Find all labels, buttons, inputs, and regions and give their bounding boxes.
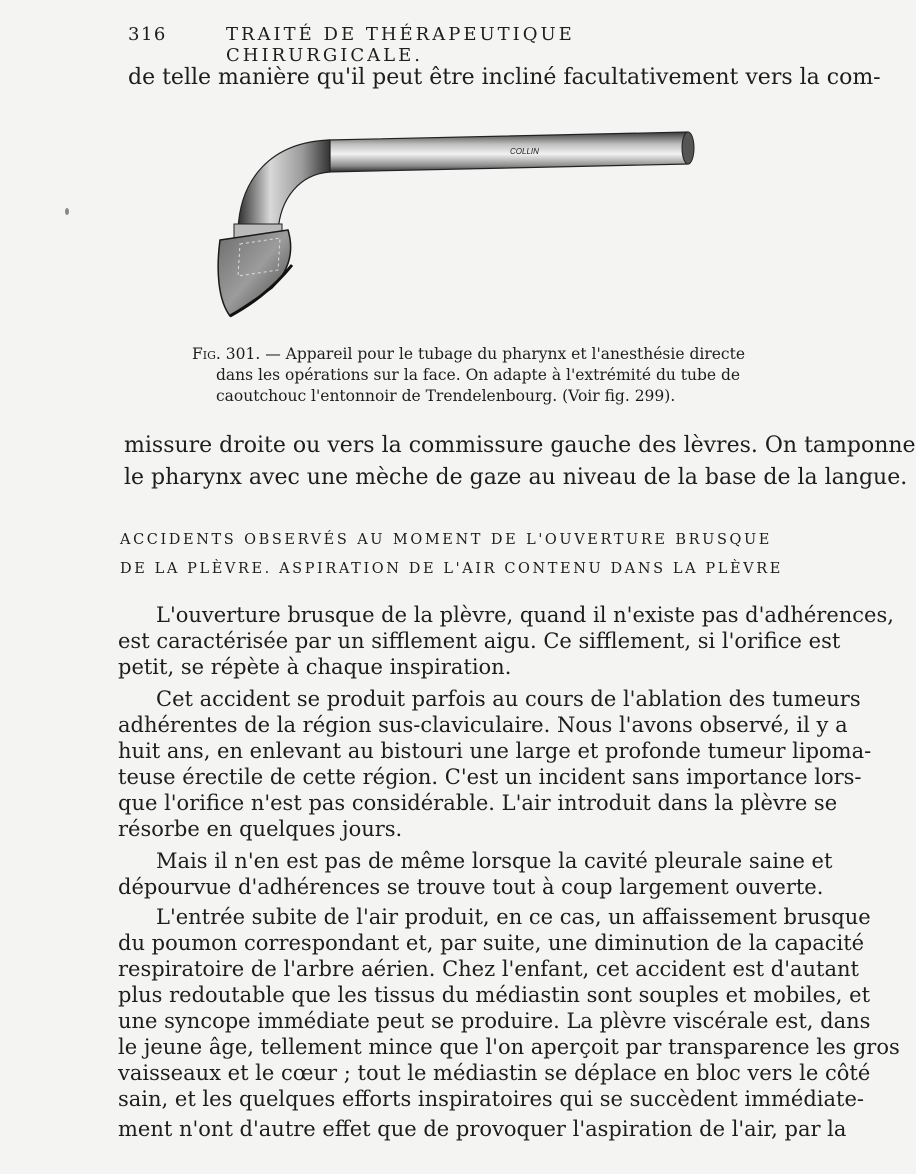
body-line: du poumon correspondant et, par suite, une diminution de la capacité — [118, 931, 865, 955]
page-speck — [65, 208, 69, 215]
running-title: TRAITÉ DE THÉRAPEUTIQUE CHIRURGICALE. — [226, 24, 575, 66]
caption-line-1: — Appareil pour le tubage du pharynx et l'anesthésie directe — [265, 345, 745, 363]
pharynx-tube-drawing — [210, 120, 710, 330]
text-line-top: de telle manière qu'il peut être incliné facultativement vers la com- — [128, 65, 881, 90]
body-line: vaisseaux et le cœur ; tout le médiastin se déplace en bloc vers le côté — [118, 1061, 871, 1085]
body-line: respiratoire de l'arbre aérien. Chez l'enfant, cet accident est d'autant — [118, 957, 859, 981]
figure-301-illustration — [210, 120, 710, 330]
body-line: une syncope immédiate peut se produire. La plèvre viscérale est, dans — [118, 1009, 871, 1033]
body-line: L'ouverture brusque de la plèvre, quand il n'existe pas d'adhérences, — [156, 603, 894, 627]
body-line: Mais il n'en est pas de même lorsque la cavité pleurale saine et — [156, 849, 833, 873]
body-line: est caractérisée par un sifflement aigu. Ce sifflement, si l'orifice est — [118, 629, 841, 653]
body-line: dépourvue d'adhérences se trouve tout à coup largement ouverte. — [118, 875, 824, 899]
body-line: le jeune âge, tellement mince que l'on aperçoit par transparence les gros — [118, 1035, 900, 1059]
section-title-line-1: ACCIDENTS OBSERVÉS AU MOMENT DE L'OUVERTURE BRUSQUE — [120, 532, 772, 548]
caption-line-2: dans les opérations sur la face. On adapte à l'extrémité du tube de — [216, 366, 741, 384]
figure-caption — [192, 344, 745, 407]
body-line: sain, et les quelques efforts inspiratoires qui se succèdent immédiate- — [118, 1087, 864, 1111]
body-line: teuse érectile de cette région. C'est un incident sans importance lors- — [118, 765, 862, 789]
body-line: huit ans, en enlevant au bistouri une large et profonde tumeur lipoma- — [118, 739, 872, 763]
body-line: résorbe en quelques jours. — [118, 817, 403, 841]
body-line: que l'orifice n'est pas considérable. L'air introduit dans la plèvre se — [118, 791, 838, 815]
body-line: Cet accident se produit parfois au cours de l'ablation des tumeurs — [156, 687, 861, 711]
body-line: L'entrée subite de l'air produit, en ce cas, un affaissement brusque — [156, 905, 871, 929]
body-line: petit, se répète à chaque inspiration. — [118, 655, 512, 679]
caption-line-3: caoutchouc l'entonnoir de Trendelenbourg. (Voir fig. 299). — [216, 387, 676, 405]
body-line: ment n'ont d'autre effet que de provoquer l'aspiration de l'air, par la — [118, 1117, 847, 1141]
text-line: le pharynx avec une mèche de gaze au niveau de la base de la langue. — [124, 465, 908, 490]
section-title-line-2: DE LA PLÈVRE. ASPIRATION DE L'AIR CONTENU DANS LA PLÈVRE — [120, 561, 783, 577]
instrument-maker-mark: COLLIN — [510, 147, 539, 156]
page-number: 316 — [128, 24, 167, 45]
body-line: adhérentes de la région sus-claviculaire. Nous l'avons observé, il y a — [118, 713, 848, 737]
text-line: missure droite ou vers la commissure gauche des lèvres. On tamponne — [124, 433, 916, 458]
figure-label: Fig. 301. — [192, 345, 261, 363]
body-line: plus redoutable que les tissus du médiastin sont souples et mobiles, et — [118, 983, 871, 1007]
